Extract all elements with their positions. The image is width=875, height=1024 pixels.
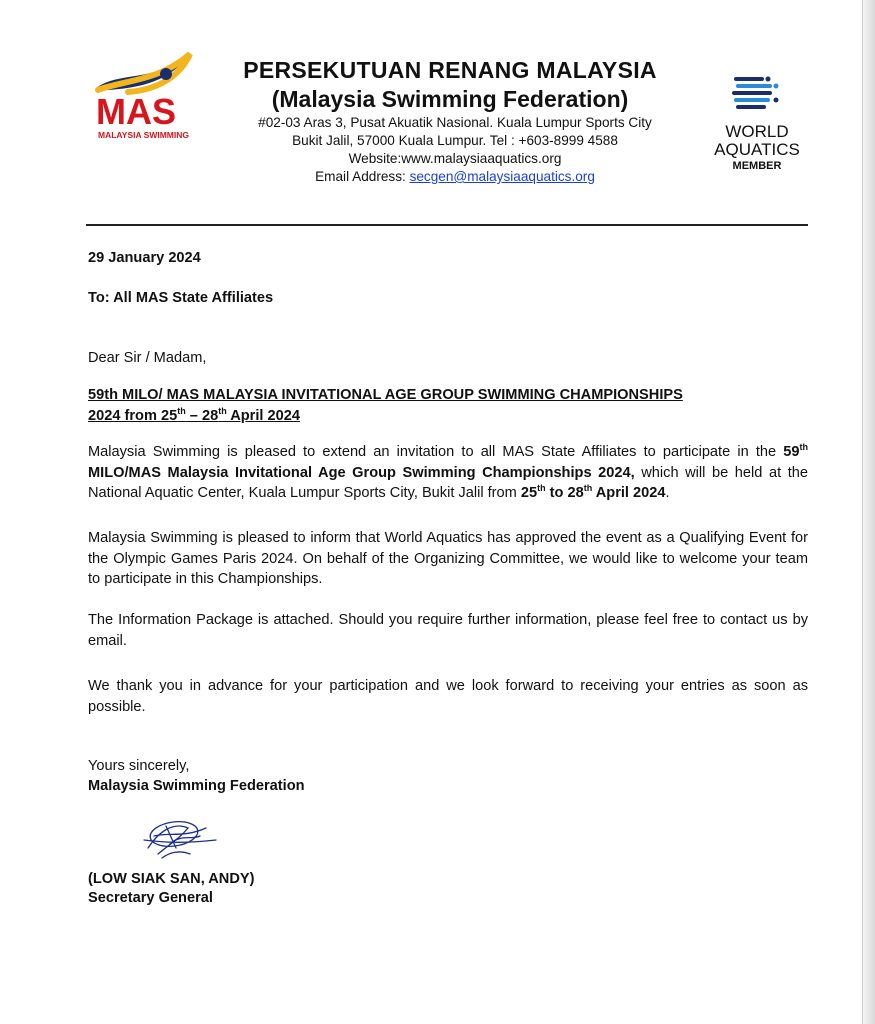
p1-text-c: MILO/MAS Malaysia Invitational Age Group Swimming Championships 2024, — [88, 464, 635, 481]
paragraph-2: Malaysia Swimming is pleased to inform that World Aquatics has approved the event as a Qualifying Event for the Olympic Games Paris 2024. On behalf of the Organizing Committee, we would like to welcome your team to participate in this Championships. — [88, 530, 808, 587]
subject-sup-2: th — [218, 405, 227, 416]
address-line-1: #02-03 Aras 3, Pusat Akuatik Nasional. Kuala Lumpur Sports City — [258, 115, 652, 130]
p1-sup-3: th — [583, 483, 593, 494]
letter-date: 29 January 2024 — [88, 250, 201, 266]
signatory-name: (LOW SIAK SAN, ANDY) — [88, 871, 255, 887]
p1-text-h: . — [665, 485, 670, 501]
paragraph-3: The Information Package is attached. Should you require further information, please feel free to contact us by email. — [88, 612, 808, 649]
website: Website:www.malaysiaaquatics.org — [348, 151, 562, 166]
subject-line-1: 59th MILO/ MAS MALAYSIA INVITATIONAL AGE GROUP SWIMMING CHAMPIONSHIPS — [88, 387, 683, 403]
subject-sup-1: th — [177, 405, 186, 416]
mas-logo-subtext: MALAYSIA SWIMMING — [98, 130, 189, 140]
p1-text-a: Malaysia Swimming is pleased to extend an invitation to all MAS State Affiliates to participate in the — [88, 444, 784, 460]
address-line-2: Bukit Jalil, 57000 Kuala Lumpur. Tel : +603-8999 4588 — [292, 133, 618, 148]
closing: Yours sincerely, — [88, 758, 190, 774]
header-divider — [86, 224, 808, 226]
salutation: Dear Sir / Madam, — [88, 350, 207, 366]
org-name-en: (Malaysia Swimming Federation) — [271, 86, 629, 112]
letterhead — [200, 56, 700, 186]
p1-text-e: 25 — [520, 485, 538, 501]
world-aquatics-logo — [692, 75, 822, 175]
p1-sup-2: th — [537, 483, 546, 494]
page-shadow — [863, 0, 875, 1024]
wa-line2: AQUATICS — [714, 140, 800, 159]
p1-text-g: April 2024 — [592, 485, 666, 501]
recipient: To: All MAS State Affiliates — [88, 290, 274, 306]
email-label: Email Address: — [315, 169, 410, 184]
p1-text-f: to 28 — [545, 485, 584, 501]
p1-text-b: 59 — [783, 444, 800, 460]
subject-line-2c: April 2024 — [226, 407, 300, 424]
subject — [88, 385, 808, 426]
mas-logo-text: MAS — [96, 91, 176, 132]
email-link[interactable]: secgen@malaysiaaquatics.org — [409, 169, 595, 184]
wa-line3: MEMBER — [732, 160, 782, 172]
signature-image — [140, 814, 220, 864]
subject-line-2a: 2024 from 25 — [88, 407, 178, 424]
signatory-title: Secretary General — [88, 890, 213, 906]
email-line — [210, 168, 700, 186]
wa-line1: WORLD — [725, 122, 789, 141]
p1-sup-1: th — [799, 442, 808, 453]
paragraph-4: We thank you in advance for your participation and we look forward to receiving your entries as soon as possible. — [88, 678, 808, 715]
subject-line-2b: – 28 — [185, 407, 219, 424]
paragraph-1 — [88, 442, 808, 504]
p1-text-d: which will be held at the National Aquatic Center, Kuala Lumpur Sports City, Bukit Jalil from — [88, 464, 809, 501]
mas-logo — [88, 52, 198, 142]
org-name: PERSEKUTUAN RENANG MALAYSIA — [243, 57, 657, 83]
closing-org: Malaysia Swimming Federation — [88, 778, 305, 794]
